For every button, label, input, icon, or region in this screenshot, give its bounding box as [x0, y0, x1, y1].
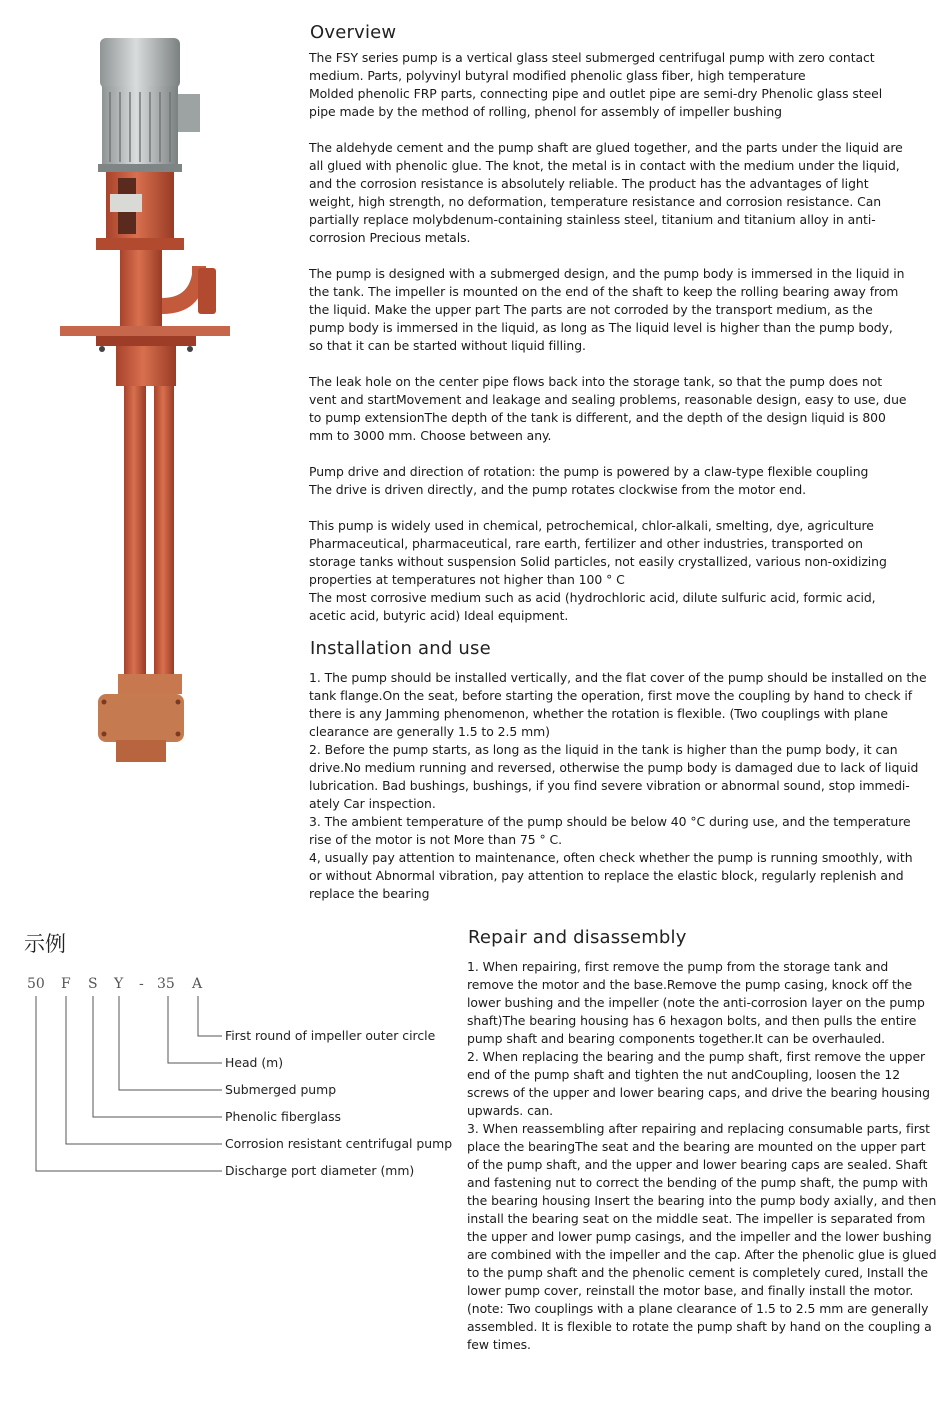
code-y: Y	[114, 976, 124, 992]
code-f: F	[61, 976, 71, 992]
label-phenolic: Phenolic fiberglass	[225, 1109, 341, 1124]
example-title: 示例	[24, 932, 66, 956]
installation-text: 1. The pump should be installed vertically, and the flat cover of the pump should be installed on the tank flange.On the seat, before starting the operation, first move the coupling by hand to check if there is any Jamming phenomenon, whether the rotation is flexible. (Two couplings with plane clearance are generally 1.5 to 2.5 mm) 2. Before the pump starts, as long as the liquid in the tank is higher than the pump body, it can drive.No medium running and reversed, otherwise the pump body is damaged due to lack of liquid lubrication. Bad bushings, bushings, if you find severe vibration or abnormal sound, stop immedi- ately Car inspection. 3. The ambient temperature of the pump should be below 40 °C during use, and the temperature rise of the motor is not More than 75 ° C. 4, usually pay attention to maintenance, often check whether the pump is running smoothly, with or without Abnormal vibration, pay attention to replace the elastic block, regularly replenish and replace the bearing	[309, 670, 927, 901]
overview-paragraph: The pump is designed with a submerged design, and the pump body is immersed in the liquid in the tank. The impeller is mounted on the end of the shaft to keep the rolling bearing away from the liquid. Make the upper part The parts are not corroded by the transport medium, as the pump body is immersed in the liquid, as long as The liquid level is higher than the pump body, so that it can be started without liquid filling.	[309, 266, 905, 353]
label-head: Head (m)	[225, 1055, 284, 1070]
overview-paragraph: This pump is widely used in chemical, petrochemical, chlor-alkali, smelting, dye, agriculture Pharmaceutical, pharmaceutical, rare earth, fertilizer and other industries, transported on storage tanks without suspension Solid particles, not easily crystallized, various non-oxidizing properties at temperatures not higher than 100 ° C The most corrosive medium such as acid (hydrochloric acid, dilute sulfuric acid, formic acid, acetic acid, butyric acid) Ideal equipment.	[309, 518, 887, 623]
overview-paragraph: Pump drive and direction of rotation: the pump is powered by a claw-type flexible coupling The drive is driven directly, and the pump rotates clockwise from the motor end.	[309, 464, 869, 497]
overview-paragraph: The aldehyde cement and the pump shaft are glued together, and the parts under the liquid are all glued with phenolic glue. The knot, the metal is in contact with the medium under the liquid, and the corrosion resistance is absolutely reliable. The product has the advantages of light weight, high strength, no deformation, temperature resistance and corrosion resistance. Can partially replace molybdenum-containing stainless steel, titanium and titanium alloy in anti- corrosion Precious metals.	[309, 140, 903, 245]
installation-title: Installation and use	[310, 638, 491, 659]
code-a: A	[192, 976, 203, 992]
code-s: S	[88, 976, 98, 992]
label-submerged: Submerged pump	[225, 1082, 337, 1097]
code-head: 35	[157, 976, 175, 992]
label-diameter: Discharge port diameter (mm)	[225, 1163, 415, 1178]
overview-paragraph: The FSY series pump is a vertical glass steel submerged centrifugal pump with zero contact medium. Parts, polyvinyl butyral modified phenolic glass fiber, high temperature Molded phenolic FRP parts, connecting pipe and outlet pipe are semi-dry Phenolic glass steel pipe made by the method of rolling, phenol for assembly of impeller bushing	[309, 50, 883, 119]
overview-title: Overview	[310, 22, 397, 43]
repair-title: Repair and disassembly	[468, 927, 687, 948]
overview-paragraph: The leak hole on the center pipe flows back into the storage tank, so that the pump does not vent and startMovement and leakage and sealing problems, reasonable design, easy to use, due to pump extensionThe depth of the tank is different, and the depth of the design liquid is 800 mm to 3000 mm. Choose between any.	[309, 374, 907, 443]
repair-text: 1. When repairing, first remove the pump from the storage tank and remove the motor and the base.Remove the pump casing, knock off the lower bushing and the impeller (note the anti-corrosion layer on the pump shaft)The bearing housing has 6 hexagon bolts, and then pulls the entire pump shaft and bearing components together.It can be overhauled. 2. When replacing the bearing and the pump shaft, first remove the upper end of the pump shaft and tighten the nut andCoupling, loosen the 12 screws of the upper and lower bearing caps, and drive the bearing housing upwards. can. 3. When reassembling after repairing and replacing consumable parts, first place the bearingThe seat and the bearing are mounted on the upper part of the pump shaft, and the upper and lower bearing caps are sealed. Shaft and fastening nut to correct the bending of the pump shaft, the pump with the bearing housing Insert the bearing into the pump body axially, and then install the bearing seat on the middle seat. The impeller is separated from the upper and lower pump casings, and the impeller and the lower bushing are combined with the impeller and the cap. After the phenolic glue is glued to the pump shaft and the phenolic cement is completely cured, Install the lower pump cover, reinstall the motor base, and finally install the motor. (note: Two couplings with a plane clearance of 1.5 to 2.5 mm are generally assembled. It is flexible to rotate the pump shaft by hand on the coupling a few times.	[467, 959, 937, 1352]
label-centrifugal: Corrosion resistant centrifugal pump	[225, 1136, 453, 1151]
label-impeller-circle: First round of impeller outer circle	[225, 1028, 436, 1043]
code-dash: -	[139, 976, 144, 992]
code-diameter: 50	[27, 976, 45, 992]
